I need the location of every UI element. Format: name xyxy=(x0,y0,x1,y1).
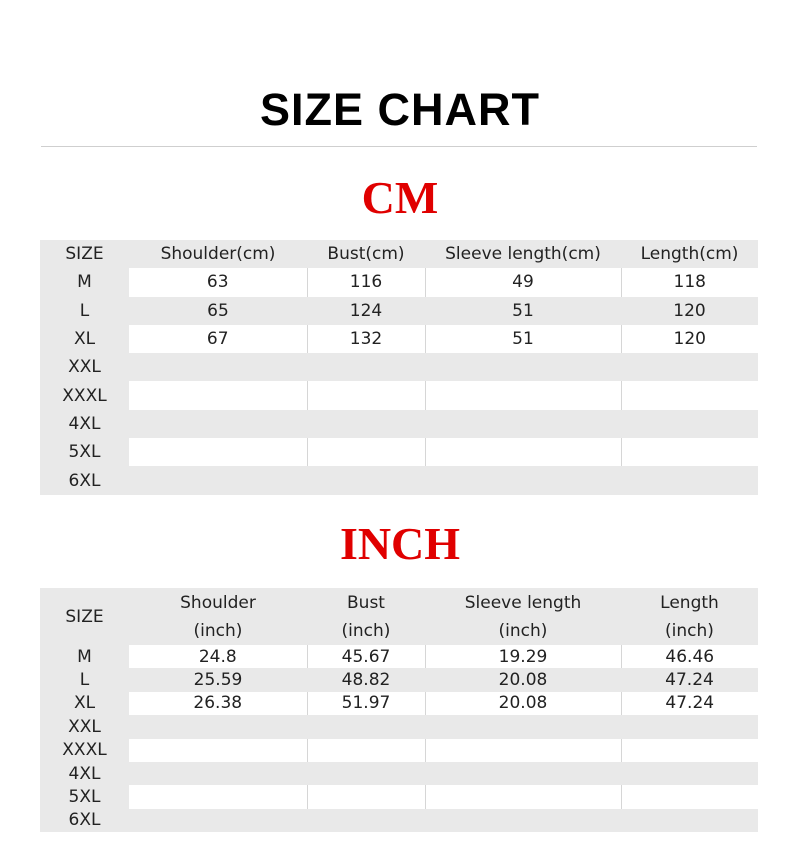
cm-measure-cell: 118 xyxy=(621,268,758,296)
inch-size-label: 4XL xyxy=(40,762,129,785)
cm-measure-cell: 49 xyxy=(425,268,621,296)
cm-table-row xyxy=(40,268,758,296)
inch-measure-cell xyxy=(129,785,307,808)
inch-header-label: Bust xyxy=(347,592,385,613)
inch-header-row xyxy=(40,588,758,645)
inch-measure-cell xyxy=(307,739,425,762)
cm-table-row xyxy=(40,353,758,381)
cm-measure-cell xyxy=(621,381,758,409)
cm-size-label: 6XL xyxy=(40,466,129,494)
cm-column-header: Shoulder(cm) xyxy=(129,240,307,268)
inch-table-row xyxy=(40,645,758,668)
cm-measure-cell xyxy=(425,353,621,381)
cm-column-header: Length(cm) xyxy=(621,240,758,268)
inch-measure-cell xyxy=(621,739,758,762)
cm-measure-cell: 116 xyxy=(307,268,425,296)
cm-measure-cell xyxy=(425,381,621,409)
cm-measure-cell xyxy=(621,410,758,438)
inch-column-header xyxy=(40,588,129,645)
cm-table-row xyxy=(40,381,758,409)
inch-measure-cell: 20.08 xyxy=(425,668,621,691)
inch-table-row xyxy=(40,762,758,785)
cm-size-label: M xyxy=(40,268,129,296)
cm-measure-cell xyxy=(307,466,425,494)
cm-measure-cell: 132 xyxy=(307,325,425,353)
cm-measure-cell: 51 xyxy=(425,297,621,325)
inch-size-label: M xyxy=(40,645,129,668)
cm-table-row xyxy=(40,297,758,325)
cm-table-row xyxy=(40,466,758,494)
cm-column-header: Sleeve length(cm) xyxy=(425,240,621,268)
inch-measure-cell xyxy=(129,715,307,738)
cm-measure-cell: 120 xyxy=(621,325,758,353)
cm-measure-cell: 51 xyxy=(425,325,621,353)
cm-measure-cell xyxy=(425,438,621,466)
inch-measure-cell xyxy=(425,715,621,738)
inch-table-row xyxy=(40,668,758,691)
inch-measure-cell xyxy=(621,809,758,832)
inch-measure-cell: 20.08 xyxy=(425,692,621,715)
cm-measure-cell xyxy=(621,353,758,381)
inch-header-unit: (inch) xyxy=(498,620,548,641)
inch-size-label: L xyxy=(40,668,129,691)
inch-measure-cell xyxy=(129,809,307,832)
cm-size-label: 4XL xyxy=(40,410,129,438)
inch-measure-cell: 26.38 xyxy=(129,692,307,715)
cm-size-table xyxy=(40,240,758,495)
cm-column-header: SIZE xyxy=(40,240,129,268)
cm-measure-cell xyxy=(129,381,307,409)
cm-measure-cell xyxy=(307,410,425,438)
cm-table-row xyxy=(40,410,758,438)
inch-measure-cell xyxy=(307,785,425,808)
cm-section-title: CM xyxy=(361,172,439,223)
inch-header-label: Shoulder xyxy=(180,592,256,613)
cm-measure-cell xyxy=(129,438,307,466)
inch-measure-cell: 25.59 xyxy=(129,668,307,691)
inch-column-header xyxy=(307,588,425,645)
cm-measure-cell xyxy=(129,353,307,381)
cm-measure-cell xyxy=(129,466,307,494)
inch-measure-cell: 46.46 xyxy=(621,645,758,668)
cm-column-header: Bust(cm) xyxy=(307,240,425,268)
inch-column-header xyxy=(129,588,307,645)
cm-measure-cell xyxy=(621,466,758,494)
page-title: SIZE CHART xyxy=(260,84,540,135)
inch-header-label: SIZE xyxy=(65,606,104,627)
inch-table-row xyxy=(40,715,758,738)
inch-measure-cell xyxy=(621,715,758,738)
inch-measure-cell xyxy=(621,762,758,785)
inch-header-unit: (inch) xyxy=(341,620,391,641)
inch-size-label: XXXL xyxy=(40,739,129,762)
cm-measure-cell: 120 xyxy=(621,297,758,325)
inch-section-title: INCH xyxy=(339,518,461,569)
inch-size-label: XXL xyxy=(40,715,129,738)
cm-measure-cell xyxy=(307,438,425,466)
inch-column-header xyxy=(621,588,758,645)
cm-measure-cell: 67 xyxy=(129,325,307,353)
inch-measure-cell xyxy=(307,715,425,738)
inch-table-row xyxy=(40,692,758,715)
cm-measure-cell xyxy=(129,410,307,438)
inch-size-label: XL xyxy=(40,692,129,715)
cm-table-row xyxy=(40,438,758,466)
inch-header-label: Sleeve length xyxy=(464,592,582,613)
cm-measure-cell: 63 xyxy=(129,268,307,296)
cm-measure-cell: 124 xyxy=(307,297,425,325)
cm-measure-cell xyxy=(425,410,621,438)
inch-size-table xyxy=(40,588,758,832)
inch-column-header xyxy=(425,588,621,645)
cm-header-row xyxy=(40,240,758,268)
cm-table-row xyxy=(40,325,758,353)
inch-table-row xyxy=(40,785,758,808)
inch-header-label: Length xyxy=(660,592,719,613)
inch-measure-cell xyxy=(129,739,307,762)
inch-measure-cell: 47.24 xyxy=(621,668,758,691)
inch-header-unit: (inch) xyxy=(193,620,243,641)
cm-measure-cell xyxy=(307,381,425,409)
inch-measure-cell xyxy=(307,809,425,832)
cm-measure-cell xyxy=(307,353,425,381)
cm-measure-cell xyxy=(425,466,621,494)
inch-measure-cell xyxy=(425,785,621,808)
inch-measure-cell xyxy=(129,762,307,785)
cm-size-label: XXL xyxy=(40,353,129,381)
cm-size-label: 5XL xyxy=(40,438,129,466)
inch-measure-cell: 51.97 xyxy=(307,692,425,715)
inch-table-row xyxy=(40,739,758,762)
cm-size-label: L xyxy=(40,297,129,325)
cm-measure-cell: 65 xyxy=(129,297,307,325)
cm-size-label: XL xyxy=(40,325,129,353)
title-divider xyxy=(41,146,757,147)
inch-measure-cell: 19.29 xyxy=(425,645,621,668)
inch-measure-cell xyxy=(425,762,621,785)
inch-measure-cell: 24.8 xyxy=(129,645,307,668)
inch-measure-cell xyxy=(425,809,621,832)
inch-size-label: 6XL xyxy=(40,809,129,832)
inch-measure-cell xyxy=(621,785,758,808)
inch-measure-cell: 45.67 xyxy=(307,645,425,668)
inch-measure-cell: 47.24 xyxy=(621,692,758,715)
inch-header-unit: (inch) xyxy=(665,620,714,641)
inch-table-row xyxy=(40,809,758,832)
inch-measure-cell xyxy=(307,762,425,785)
inch-measure-cell: 48.82 xyxy=(307,668,425,691)
cm-size-label: XXXL xyxy=(40,381,129,409)
cm-measure-cell xyxy=(621,438,758,466)
inch-measure-cell xyxy=(425,739,621,762)
inch-size-label: 5XL xyxy=(40,785,129,808)
